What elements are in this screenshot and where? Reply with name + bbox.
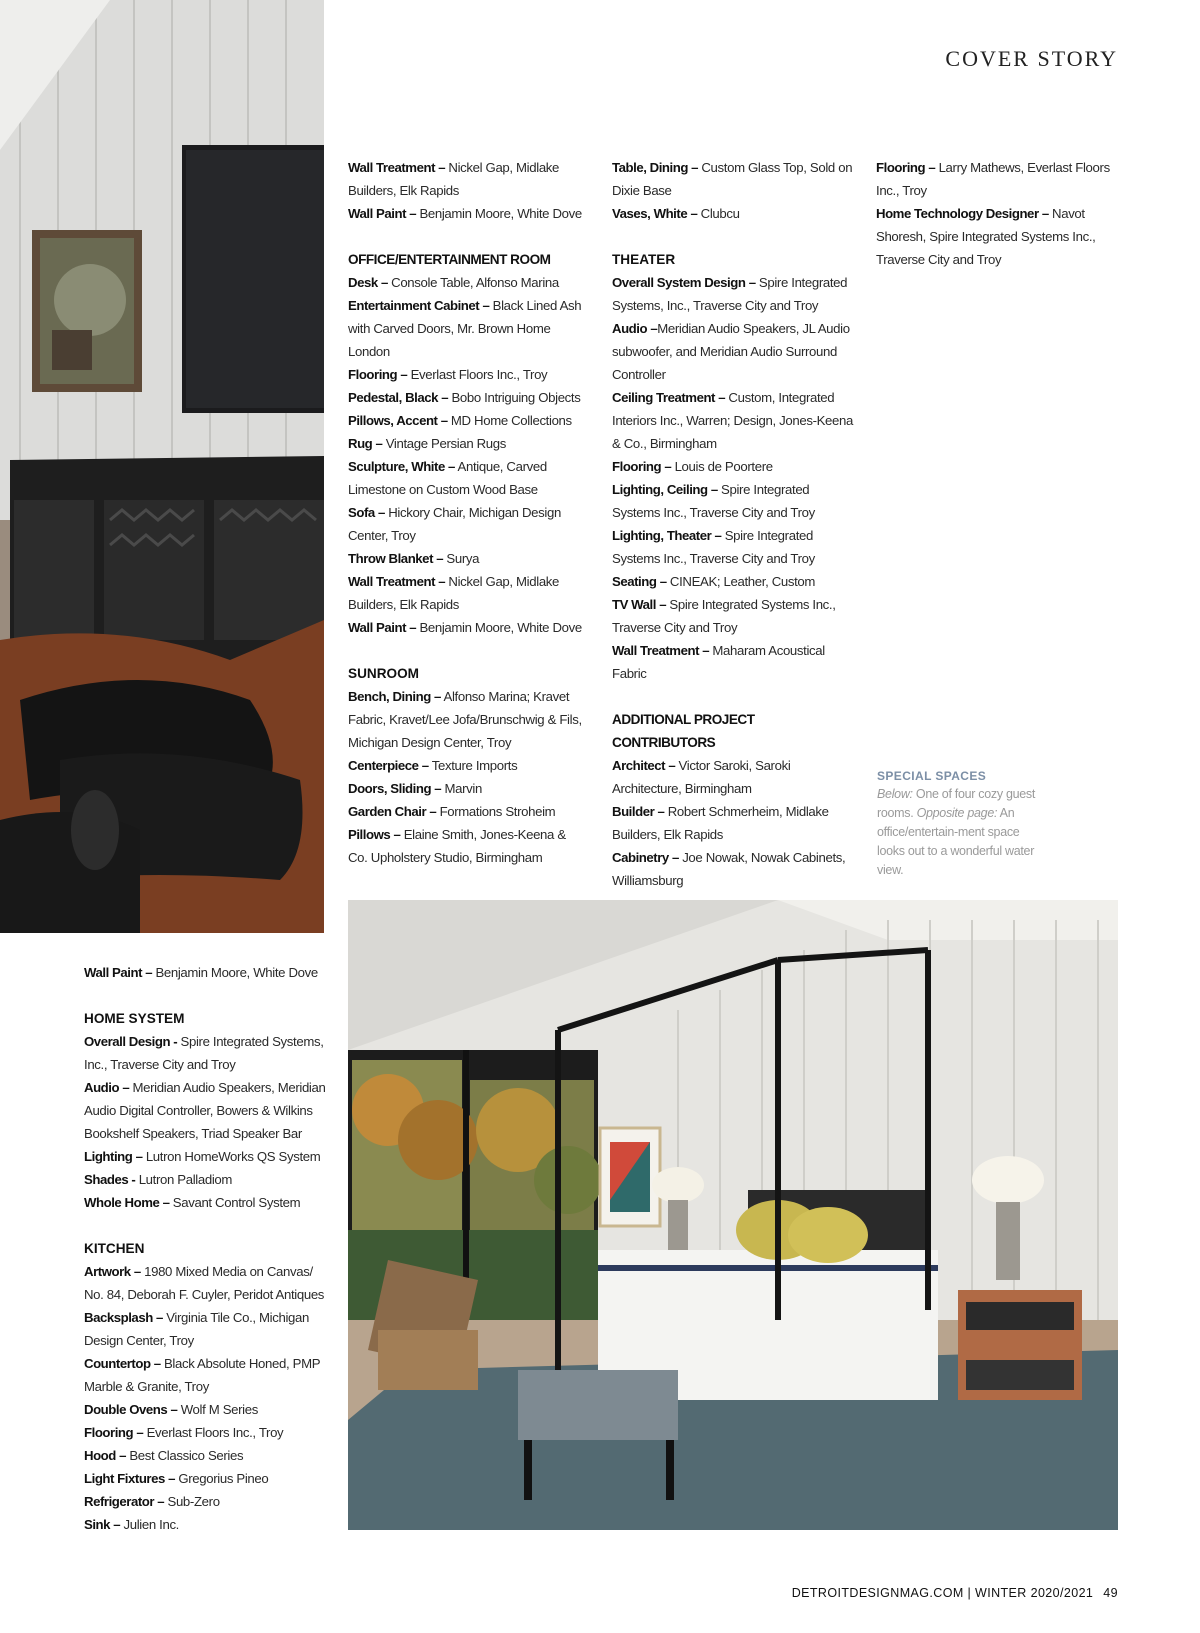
credit-item bbox=[84, 1145, 329, 1168]
credit-label: Wall Paint – bbox=[84, 965, 153, 980]
credit-value: Spire Integrated Systems, Inc., Traverse City and Troy bbox=[84, 1034, 324, 1072]
credit-value: Surya bbox=[443, 551, 480, 566]
credit-label: Table, Dining – bbox=[612, 160, 699, 175]
credit-item bbox=[612, 524, 856, 570]
credit-value: Virginia Tile Co., Michigan Design Center, Troy bbox=[84, 1310, 309, 1348]
credit-value: Benjamin Moore, White Dove bbox=[416, 206, 582, 221]
section-heading: THEATER bbox=[612, 252, 676, 267]
credit-label: Pedestal, Black – bbox=[348, 390, 449, 405]
credit-item bbox=[84, 1030, 329, 1076]
credit-label: Sculpture, White – bbox=[348, 459, 455, 474]
credit-label: Flooring – bbox=[612, 459, 672, 474]
credit-label: Flooring – bbox=[876, 160, 936, 175]
credit-label: Light Fixtures – bbox=[84, 1471, 175, 1486]
credit-label: Wall Treatment – bbox=[612, 643, 710, 658]
credit-item bbox=[348, 823, 588, 869]
credit-label: Rug – bbox=[348, 436, 383, 451]
credit-item bbox=[612, 593, 856, 639]
credit-label: Builder – bbox=[612, 804, 665, 819]
credit-value: Maharam Acoustical Fabric bbox=[612, 643, 825, 681]
credit-value: Everlast Floors Inc., Troy bbox=[143, 1425, 284, 1440]
credit-label: Lighting, Ceiling – bbox=[612, 482, 718, 497]
credit-label: Double Ovens – bbox=[84, 1402, 178, 1417]
credit-item bbox=[348, 616, 588, 639]
credit-item bbox=[348, 271, 588, 294]
credit-item bbox=[84, 1444, 329, 1467]
credit-label: Refrigerator – bbox=[84, 1494, 165, 1509]
credit-item bbox=[84, 1421, 329, 1444]
credit-value: Joe Nowak, Nowak Cabinets, Williamsburg bbox=[612, 850, 846, 888]
credit-value: Best Classico Series bbox=[126, 1448, 244, 1463]
credit-value: Spire Integrated Systems, Inc., Traverse City and Troy bbox=[612, 275, 848, 313]
caption-opposite-text: An office/entertain-ment space looks out to a wonderful water view. bbox=[877, 806, 1035, 877]
credit-item bbox=[612, 478, 856, 524]
office-photo-illustration bbox=[0, 0, 324, 933]
credit-item bbox=[348, 777, 588, 800]
credit-value: Hickory Chair, Michigan Design Center, Troy bbox=[348, 505, 561, 543]
credit-label: Bench, Dining – bbox=[348, 689, 441, 704]
credit-label: Wall Paint – bbox=[348, 206, 417, 221]
credit-label: Backsplash – bbox=[84, 1310, 163, 1325]
credit-item bbox=[612, 570, 856, 593]
credit-label: Artwork – bbox=[84, 1264, 141, 1279]
credit-value: Benjamin Moore, White Dove bbox=[416, 620, 582, 635]
credit-value: Meridian Audio Speakers, Meridian Audio Digital Controller, Bowers & Wilkins Bookshelf Speakers, Triad Speaker Bar bbox=[84, 1080, 326, 1141]
credit-value: Bobo Intriguing Objects bbox=[448, 390, 581, 405]
credit-item bbox=[612, 317, 856, 386]
credit-value: Lutron HomeWorks QS System bbox=[142, 1149, 321, 1164]
credit-value: Spire Integrated Systems Inc., Traverse City and Troy bbox=[612, 482, 815, 520]
section-header: COVER STORY bbox=[945, 46, 1118, 71]
credit-label: Entertainment Cabinet – bbox=[348, 298, 490, 313]
credit-value: Marvin bbox=[441, 781, 482, 796]
credit-label: Sofa – bbox=[348, 505, 385, 520]
credit-value: Navot Shoresh, Spire Integrated Systems Inc., Traverse City and Troy bbox=[876, 206, 1096, 267]
credit-item bbox=[84, 1467, 329, 1490]
credit-value: Spire Integrated Systems Inc., Traverse City and Troy bbox=[612, 597, 836, 635]
credit-value: Benjamin Moore, White Dove bbox=[152, 965, 318, 980]
credit-label: Hood – bbox=[84, 1448, 126, 1463]
credit-label: Lighting, Theater – bbox=[612, 528, 722, 543]
credit-item bbox=[612, 455, 856, 478]
credit-item bbox=[348, 202, 588, 225]
credit-label: Pillows, Accent – bbox=[348, 413, 448, 428]
credit-label: Flooring – bbox=[348, 367, 408, 382]
section-heading: OFFICE/ENTERTAINMENT ROOM bbox=[348, 252, 551, 267]
credit-label: Home Technology Designer – bbox=[876, 206, 1049, 221]
credit-value: Alfonso Marina; Kravet Fabric, Kravet/Lee Jofa/Brunschwig & Fils, Michigan Design Center, Troy bbox=[348, 689, 582, 750]
credit-label: Architect – bbox=[612, 758, 676, 773]
credit-value: Nickel Gap, Midlake Builders, Elk Rapids bbox=[348, 160, 560, 198]
credit-value: Elaine Smith, Jones-Keena & Co. Upholstery Studio, Birmingham bbox=[348, 827, 566, 865]
caption-opposite-label: Opposite page: bbox=[916, 806, 998, 820]
credit-label: Whole Home – bbox=[84, 1195, 170, 1210]
credit-item bbox=[84, 1306, 329, 1352]
credit-label: Wall Treatment – bbox=[348, 574, 446, 589]
credit-value: Sub-Zero bbox=[164, 1494, 220, 1509]
credit-item bbox=[348, 685, 588, 754]
credit-item bbox=[84, 1352, 329, 1398]
credit-label: Shades - bbox=[84, 1172, 136, 1187]
credit-value: Savant Control System bbox=[169, 1195, 301, 1210]
credit-label: Overall System Design – bbox=[612, 275, 756, 290]
credit-item bbox=[612, 271, 856, 317]
credit-value: Custom Glass Top, Sold on Dixie Base bbox=[612, 160, 853, 198]
credit-item bbox=[84, 1260, 329, 1306]
credit-item bbox=[84, 961, 329, 984]
credit-item bbox=[348, 800, 588, 823]
credit-label: Cabinetry – bbox=[612, 850, 679, 865]
credit-item bbox=[84, 1191, 329, 1214]
credits-column-1 bbox=[348, 156, 588, 869]
footer-site: DETROITDESIGNMAG.COM | WINTER 2020/2021 bbox=[791, 1586, 1094, 1600]
credit-item bbox=[612, 202, 856, 225]
credit-label: Wall Paint – bbox=[348, 620, 417, 635]
credit-label: Countertop – bbox=[84, 1356, 161, 1371]
credit-item bbox=[348, 455, 588, 501]
credit-item bbox=[348, 294, 588, 363]
credit-value: Formations Stroheim bbox=[436, 804, 556, 819]
credit-item bbox=[612, 156, 856, 202]
credit-value: 1980 Mixed Media on Canvas/ No. 84, Deborah F. Cuyler, Peridot Antiques bbox=[84, 1264, 325, 1302]
credit-value: Wolf M Series bbox=[177, 1402, 258, 1417]
credit-label: Audio – bbox=[612, 321, 658, 336]
credit-label: Doors, Sliding – bbox=[348, 781, 442, 796]
page-number: 49 bbox=[1103, 1586, 1118, 1600]
office-entertainment-photo bbox=[0, 0, 324, 933]
credit-label: Overall Design - bbox=[84, 1034, 178, 1049]
credit-value: Victor Saroki, Saroki Architecture, Birmingham bbox=[612, 758, 791, 796]
credit-value: Black Absolute Honed, PMP Marble & Granite, Troy bbox=[84, 1356, 320, 1394]
credit-item bbox=[348, 501, 588, 547]
credit-value: Black Lined Ash with Carved Doors, Mr. Brown Home London bbox=[348, 298, 582, 359]
credit-value: Everlast Floors Inc., Troy bbox=[407, 367, 548, 382]
credit-value: Gregorius Pineo bbox=[175, 1471, 269, 1486]
credit-item bbox=[348, 156, 588, 202]
credit-label: Flooring – bbox=[84, 1425, 144, 1440]
credit-value: Console Table, Alfonso Marina bbox=[387, 275, 559, 290]
credit-value: Custom, Integrated Interiors Inc., Warren; Design, Jones-Keena & Co., Birmingham bbox=[612, 390, 853, 451]
credit-item bbox=[84, 1168, 329, 1191]
bedroom-photo-illustration bbox=[348, 900, 1118, 1530]
guest-bedroom-photo bbox=[348, 900, 1118, 1530]
credits-column-4 bbox=[84, 961, 329, 1536]
credit-item bbox=[84, 1398, 329, 1421]
section-heading: SUNROOM bbox=[348, 666, 419, 681]
credit-value: Clubcu bbox=[697, 206, 740, 221]
section-heading: KITCHEN bbox=[84, 1241, 145, 1256]
credit-label: Lighting – bbox=[84, 1149, 143, 1164]
credit-item bbox=[84, 1490, 329, 1513]
credit-value: Larry Mathews, Everlast Floors Inc., Troy bbox=[876, 160, 1110, 198]
credit-item bbox=[612, 639, 856, 685]
credit-item bbox=[876, 202, 1116, 271]
credit-value: Louis de Poortere bbox=[671, 459, 773, 474]
credit-label: Sink – bbox=[84, 1517, 121, 1532]
credit-item bbox=[612, 754, 856, 800]
credit-item bbox=[348, 547, 588, 570]
credit-item bbox=[612, 386, 856, 455]
credit-item bbox=[876, 156, 1116, 202]
credit-label: Seating – bbox=[612, 574, 667, 589]
credit-value: CINEAK; Leather, Custom bbox=[666, 574, 816, 589]
credit-label: Wall Treatment – bbox=[348, 160, 446, 175]
caption-below-label: Below: bbox=[877, 787, 913, 801]
credit-value: Spire Integrated Systems Inc., Traverse City and Troy bbox=[612, 528, 815, 566]
credit-value: Texture Imports bbox=[428, 758, 518, 773]
credit-item bbox=[348, 363, 588, 386]
credit-label: Throw Blanket – bbox=[348, 551, 444, 566]
credit-item bbox=[84, 1513, 329, 1536]
credit-label: Desk – bbox=[348, 275, 388, 290]
credit-item bbox=[612, 800, 856, 846]
page-footer bbox=[792, 1586, 1118, 1600]
credits-column-3 bbox=[876, 156, 1116, 271]
credit-label: Ceiling Treatment – bbox=[612, 390, 726, 405]
credit-value: Nickel Gap, Midlake Builders, Elk Rapids bbox=[348, 574, 560, 612]
credit-value: Vintage Persian Rugs bbox=[382, 436, 507, 451]
caption-body bbox=[877, 785, 1037, 880]
caption-below-text: One of four cozy guest rooms. bbox=[877, 787, 1036, 820]
credit-label: Audio – bbox=[84, 1080, 130, 1095]
credit-item bbox=[84, 1076, 329, 1145]
credit-item bbox=[348, 570, 588, 616]
credit-label: TV Wall – bbox=[612, 597, 667, 612]
credit-value: Antique, Carved Limestone on Custom Wood Base bbox=[348, 459, 547, 497]
credit-item bbox=[348, 409, 588, 432]
credit-item bbox=[348, 432, 588, 455]
credits-column-2 bbox=[612, 156, 856, 892]
photo-caption bbox=[877, 767, 1037, 880]
credit-value: MD Home Collections bbox=[447, 413, 572, 428]
section-heading: ADDITIONAL PROJECT CONTRIBUTORS bbox=[612, 712, 755, 750]
credit-label: Vases, White – bbox=[612, 206, 698, 221]
credit-value: Robert Schmerheim, Midlake Builders, Elk Rapids bbox=[612, 804, 829, 842]
credit-item bbox=[612, 846, 856, 892]
credit-value: Meridian Audio Speakers, JL Audio subwoofer, and Meridian Audio Surround Controller bbox=[612, 321, 850, 382]
credit-item bbox=[348, 754, 588, 777]
credit-label: Centerpiece – bbox=[348, 758, 429, 773]
credit-item bbox=[348, 386, 588, 409]
section-heading: HOME SYSTEM bbox=[84, 1011, 185, 1026]
caption-title: SPECIAL SPACES bbox=[877, 769, 987, 783]
credit-label: Pillows – bbox=[348, 827, 401, 842]
credit-label: Garden Chair – bbox=[348, 804, 437, 819]
credit-value: Lutron Palladiom bbox=[135, 1172, 233, 1187]
credit-value: Julien Inc. bbox=[120, 1517, 179, 1532]
